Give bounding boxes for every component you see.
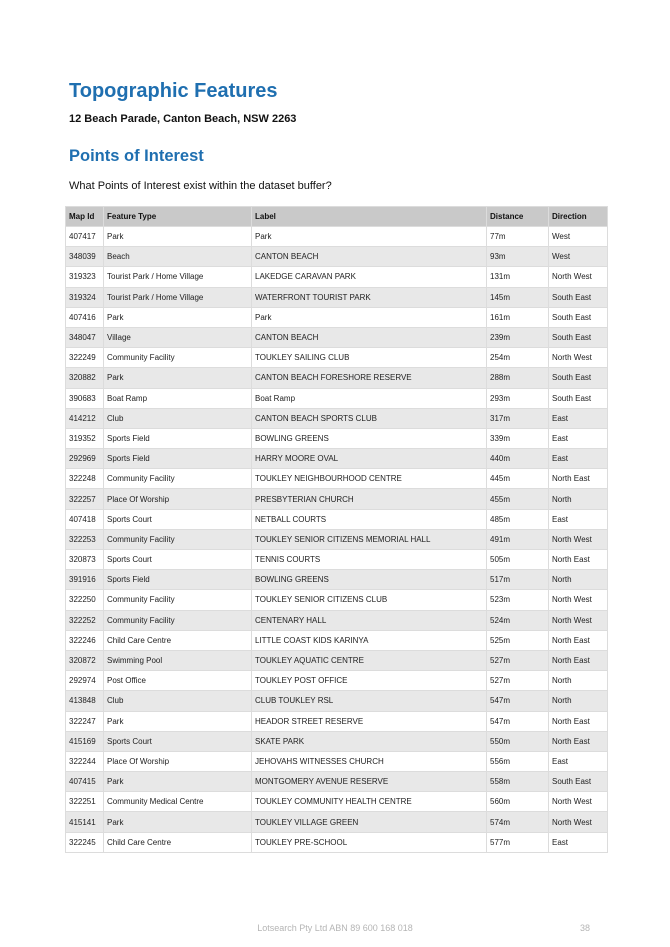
cell-label: TOUKLEY SENIOR CITIZENS CLUB — [252, 590, 487, 610]
cell-label: TENNIS COURTS — [252, 550, 487, 570]
cell-feature-type: Sports Field — [104, 570, 252, 590]
table-row — [66, 489, 608, 509]
cell-label: Park — [252, 307, 487, 327]
cell-feature-type: Village — [104, 327, 252, 347]
cell-map-id: 407416 — [66, 307, 104, 327]
table-row — [66, 287, 608, 307]
cell-feature-type: Park — [104, 227, 252, 247]
page-number: 38 — [580, 923, 591, 933]
cell-direction: East — [549, 428, 608, 448]
cell-direction: North West — [549, 267, 608, 287]
cell-direction: South East — [549, 307, 608, 327]
cell-map-id: 322245 — [66, 832, 104, 852]
cell-map-id: 322248 — [66, 469, 104, 489]
table-row — [66, 408, 608, 428]
cell-direction: East — [549, 408, 608, 428]
cell-label: TOUKLEY SAILING CLUB — [252, 348, 487, 368]
cell-distance: 254m — [487, 348, 549, 368]
table-row — [66, 368, 608, 388]
cell-direction: North — [549, 691, 608, 711]
cell-feature-type: Place Of Worship — [104, 489, 252, 509]
cell-feature-type: Child Care Centre — [104, 630, 252, 650]
cell-direction: North — [549, 489, 608, 509]
cell-feature-type: Community Facility — [104, 348, 252, 368]
cell-distance: 505m — [487, 550, 549, 570]
cell-direction: East — [549, 449, 608, 469]
cell-distance: 288m — [487, 368, 549, 388]
cell-direction: South East — [549, 368, 608, 388]
cell-map-id: 319324 — [66, 287, 104, 307]
cell-direction: East — [549, 751, 608, 771]
cell-direction: North West — [549, 348, 608, 368]
cell-feature-type: Place Of Worship — [104, 751, 252, 771]
cell-label: Boat Ramp — [252, 388, 487, 408]
table-row — [66, 832, 608, 852]
cell-label: Park — [252, 227, 487, 247]
cell-label: TOUKLEY PRE-SCHOOL — [252, 832, 487, 852]
cell-map-id: 407418 — [66, 509, 104, 529]
cell-feature-type: Park — [104, 812, 252, 832]
cell-feature-type: Club — [104, 691, 252, 711]
cell-label: BOWLING GREENS — [252, 428, 487, 448]
cell-map-id: 322252 — [66, 610, 104, 630]
table-row — [66, 227, 608, 247]
cell-label: TOUKLEY VILLAGE GREEN — [252, 812, 487, 832]
cell-map-id: 348047 — [66, 327, 104, 347]
cell-map-id: 322253 — [66, 529, 104, 549]
cell-distance: 161m — [487, 307, 549, 327]
cell-direction: South East — [549, 388, 608, 408]
cell-direction: North East — [549, 550, 608, 570]
cell-distance: 239m — [487, 327, 549, 347]
cell-map-id: 415169 — [66, 731, 104, 751]
table-row — [66, 630, 608, 650]
cell-distance: 517m — [487, 570, 549, 590]
cell-feature-type: Community Facility — [104, 469, 252, 489]
cell-label: CENTENARY HALL — [252, 610, 487, 630]
cell-label: NETBALL COURTS — [252, 509, 487, 529]
cell-direction: North East — [549, 731, 608, 751]
cell-map-id: 319323 — [66, 267, 104, 287]
cell-feature-type: Post Office — [104, 671, 252, 691]
cell-distance: 524m — [487, 610, 549, 630]
cell-map-id: 390683 — [66, 388, 104, 408]
page-title: Topographic Features — [69, 80, 278, 102]
cell-distance: 145m — [487, 287, 549, 307]
cell-map-id: 320872 — [66, 650, 104, 670]
cell-label: WATERFRONT TOURIST PARK — [252, 287, 487, 307]
table-row — [66, 570, 608, 590]
table-row — [66, 428, 608, 448]
cell-map-id: 407415 — [66, 772, 104, 792]
cell-map-id: 413848 — [66, 691, 104, 711]
table-row — [66, 327, 608, 347]
cell-feature-type: Beach — [104, 247, 252, 267]
cell-map-id: 407417 — [66, 227, 104, 247]
cell-distance: 527m — [487, 650, 549, 670]
cell-feature-type: Tourist Park / Home Village — [104, 287, 252, 307]
cell-feature-type: Sports Court — [104, 509, 252, 529]
cell-feature-type: Community Facility — [104, 590, 252, 610]
cell-label: JEHOVAHS WITNESSES CHURCH — [252, 751, 487, 771]
cell-distance: 558m — [487, 772, 549, 792]
table-row — [66, 812, 608, 832]
cell-label: LAKEDGE CARAVAN PARK — [252, 267, 487, 287]
cell-map-id: 414212 — [66, 408, 104, 428]
cell-map-id: 322250 — [66, 590, 104, 610]
table-row — [66, 671, 608, 691]
cell-distance: 485m — [487, 509, 549, 529]
cell-distance: 440m — [487, 449, 549, 469]
cell-direction: West — [549, 247, 608, 267]
cell-distance: 527m — [487, 671, 549, 691]
cell-label: CANTON BEACH — [252, 327, 487, 347]
cell-feature-type: Swimming Pool — [104, 650, 252, 670]
cell-map-id: 322244 — [66, 751, 104, 771]
cell-map-id: 322257 — [66, 489, 104, 509]
cell-distance: 77m — [487, 227, 549, 247]
cell-feature-type: Sports Court — [104, 731, 252, 751]
cell-map-id: 322249 — [66, 348, 104, 368]
cell-feature-type: Sports Field — [104, 428, 252, 448]
cell-distance: 491m — [487, 529, 549, 549]
cell-label: PRESBYTERIAN CHURCH — [252, 489, 487, 509]
cell-direction: North East — [549, 469, 608, 489]
cell-direction: North — [549, 671, 608, 691]
points-of-interest-table — [65, 206, 608, 853]
cell-feature-type: Child Care Centre — [104, 832, 252, 852]
cell-feature-type: Boat Ramp — [104, 388, 252, 408]
cell-feature-type: Park — [104, 368, 252, 388]
dataset-question: What Points of Interest exist within the dataset buffer? — [69, 180, 332, 192]
cell-distance: 523m — [487, 590, 549, 610]
cell-feature-type: Community Medical Centre — [104, 792, 252, 812]
cell-distance: 547m — [487, 691, 549, 711]
section-title: Points of Interest — [69, 147, 204, 165]
cell-distance: 339m — [487, 428, 549, 448]
cell-direction: North East — [549, 711, 608, 731]
cell-map-id: 292974 — [66, 671, 104, 691]
cell-direction: North East — [549, 650, 608, 670]
cell-distance: 131m — [487, 267, 549, 287]
cell-feature-type: Sports Field — [104, 449, 252, 469]
cell-map-id: 322246 — [66, 630, 104, 650]
cell-label: MONTGOMERY AVENUE RESERVE — [252, 772, 487, 792]
cell-label: BOWLING GREENS — [252, 570, 487, 590]
table-header-row — [66, 207, 608, 227]
cell-label: TOUKLEY AQUATIC CENTRE — [252, 650, 487, 670]
cell-direction: South East — [549, 772, 608, 792]
table-row — [66, 550, 608, 570]
table-row — [66, 590, 608, 610]
cell-label: TOUKLEY POST OFFICE — [252, 671, 487, 691]
table-row — [66, 610, 608, 630]
cell-map-id: 292969 — [66, 449, 104, 469]
table-row — [66, 307, 608, 327]
cell-label: CANTON BEACH SPORTS CLUB — [252, 408, 487, 428]
cell-direction: South East — [549, 327, 608, 347]
cell-map-id: 348039 — [66, 247, 104, 267]
cell-direction: North East — [549, 630, 608, 650]
cell-direction: North West — [549, 812, 608, 832]
cell-map-id: 415141 — [66, 812, 104, 832]
cell-label: CANTON BEACH FORESHORE RESERVE — [252, 368, 487, 388]
cell-feature-type: Park — [104, 307, 252, 327]
cell-distance: 293m — [487, 388, 549, 408]
cell-label: HEADOR STREET RESERVE — [252, 711, 487, 731]
cell-label: CLUB TOUKLEY RSL — [252, 691, 487, 711]
cell-direction: East — [549, 509, 608, 529]
table-row — [66, 650, 608, 670]
cell-label: TOUKLEY COMMUNITY HEALTH CENTRE — [252, 792, 487, 812]
table-row — [66, 247, 608, 267]
cell-direction: North West — [549, 792, 608, 812]
cell-direction: East — [549, 832, 608, 852]
cell-distance: 455m — [487, 489, 549, 509]
cell-label: LITTLE COAST KIDS KARINYA — [252, 630, 487, 650]
column-header-direction: Direction — [549, 207, 608, 227]
cell-map-id: 391916 — [66, 570, 104, 590]
cell-direction: West — [549, 227, 608, 247]
cell-feature-type: Club — [104, 408, 252, 428]
cell-distance: 317m — [487, 408, 549, 428]
table-row — [66, 267, 608, 287]
table-row — [66, 691, 608, 711]
table-row — [66, 469, 608, 489]
table-row — [66, 792, 608, 812]
table-row — [66, 772, 608, 792]
column-header-label: Label — [252, 207, 487, 227]
table-row — [66, 731, 608, 751]
cell-feature-type: Community Facility — [104, 610, 252, 630]
cell-direction: North — [549, 570, 608, 590]
cell-feature-type: Community Facility — [104, 529, 252, 549]
cell-label: TOUKLEY NEIGHBOURHOOD CENTRE — [252, 469, 487, 489]
table-row — [66, 348, 608, 368]
cell-distance: 577m — [487, 832, 549, 852]
cell-distance: 445m — [487, 469, 549, 489]
cell-distance: 574m — [487, 812, 549, 832]
footer-company: Lotsearch Pty Ltd ABN 89 600 168 018 — [257, 923, 413, 933]
cell-map-id: 319352 — [66, 428, 104, 448]
cell-label: TOUKLEY SENIOR CITIZENS MEMORIAL HALL — [252, 529, 487, 549]
site-address: 12 Beach Parade, Canton Beach, NSW 2263 — [69, 113, 297, 125]
cell-direction: North West — [549, 529, 608, 549]
cell-distance: 525m — [487, 630, 549, 650]
cell-map-id: 320873 — [66, 550, 104, 570]
cell-feature-type: Park — [104, 711, 252, 731]
table-row — [66, 711, 608, 731]
cell-map-id: 322247 — [66, 711, 104, 731]
table-row — [66, 388, 608, 408]
cell-label: HARRY MOORE OVAL — [252, 449, 487, 469]
table-row — [66, 449, 608, 469]
column-header-map-id: Map Id — [66, 207, 104, 227]
cell-distance: 547m — [487, 711, 549, 731]
column-header-distance: Distance — [487, 207, 549, 227]
cell-direction: South East — [549, 287, 608, 307]
table-body — [66, 227, 608, 853]
cell-label: CANTON BEACH — [252, 247, 487, 267]
cell-distance: 556m — [487, 751, 549, 771]
cell-map-id: 320882 — [66, 368, 104, 388]
cell-direction: North West — [549, 590, 608, 610]
cell-feature-type: Sports Court — [104, 550, 252, 570]
table-row — [66, 751, 608, 771]
cell-direction: North West — [549, 610, 608, 630]
table-row — [66, 529, 608, 549]
table-row — [66, 509, 608, 529]
cell-distance: 93m — [487, 247, 549, 267]
cell-label: SKATE PARK — [252, 731, 487, 751]
column-header-feature-type: Feature Type — [104, 207, 252, 227]
cell-map-id: 322251 — [66, 792, 104, 812]
cell-feature-type: Park — [104, 772, 252, 792]
cell-feature-type: Tourist Park / Home Village — [104, 267, 252, 287]
cell-distance: 560m — [487, 792, 549, 812]
cell-distance: 550m — [487, 731, 549, 751]
